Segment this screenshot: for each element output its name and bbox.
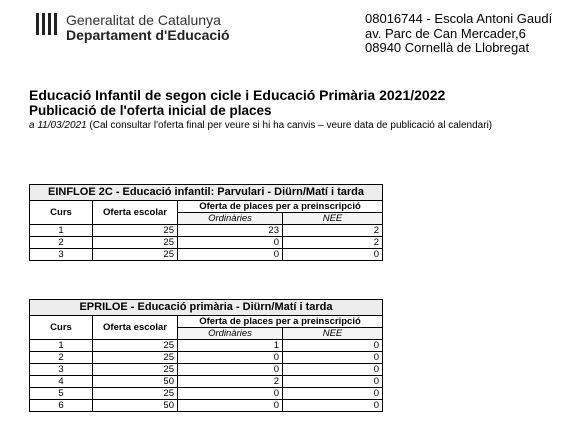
cell-nee: 0 [283,352,383,364]
cell-oferta: 25 [93,352,178,364]
col-header-nee: NEE [283,213,383,225]
cell-curs: 1 [30,340,93,352]
cell-oferta: 25 [93,225,178,237]
publication-note-text: (Cal consultar l'oferta final per veure si hi ha canvis – veure data de publicació al calendari) [86,120,493,131]
brand-line2: Departament d'Educació [66,27,230,43]
cell-oferta: 25 [93,249,178,261]
col-header-nee: NEE [283,328,383,340]
school-line1: 08016744 - Escola Antoni Gaudí [365,11,553,26]
table-row [30,249,383,261]
cell-nee: 0 [283,364,383,376]
col-header-preinscripcio: Oferta de places per a preinscripció [178,201,383,213]
table-row [30,388,383,400]
cell-ordinaries: 23 [178,225,283,237]
col-header-ordinaries: Ordinàries [178,328,283,340]
cell-nee: 2 [283,237,383,249]
publication-note [29,119,492,133]
cell-curs: 3 [30,364,93,376]
cell-oferta: 50 [93,376,178,388]
page-title-block [29,87,492,133]
cell-nee: 0 [283,340,383,352]
table-row [30,400,383,412]
col-header-curs: Curs [30,201,93,225]
table-row [30,376,383,388]
col-header-oferta: Oferta escolar [93,316,178,340]
cell-ordinaries: 2 [178,376,283,388]
cell-oferta: 25 [93,388,178,400]
cell-oferta: 25 [93,237,178,249]
table-caption: EINFLOE 2C - Educació infantil: Parvulari - Diürn/Matí i tarda [30,185,383,201]
cell-curs: 1 [30,225,93,237]
school-line3: 08940 Cornellà de Llobregat [365,40,530,55]
cell-nee: 0 [283,388,383,400]
col-header-preinscripcio: Oferta de places per a preinscripció [178,316,383,328]
cell-oferta: 50 [93,400,178,412]
cell-curs: 3 [30,249,93,261]
page-title: Educació Infantil de segon cicle i Educació Primària 2021/2022 [29,87,446,103]
cell-ordinaries: 0 [178,364,283,376]
table-epriloe [29,299,383,412]
table-row [30,340,383,352]
cell-ordinaries: 0 [178,352,283,364]
cell-ordinaries: 1 [178,340,283,352]
cell-curs: 2 [30,237,93,249]
table-row [30,364,383,376]
cell-curs: 6 [30,400,93,412]
four-bars-icon [33,12,59,36]
cell-oferta: 25 [93,340,178,352]
page-subtitle: Publicació de l'oferta inicial de places [29,103,272,118]
cell-curs: 5 [30,388,93,400]
table-row [30,352,383,364]
table-row [30,225,383,237]
table-einfloe [29,184,383,261]
cell-ordinaries: 0 [178,388,283,400]
brand-block [66,13,230,43]
cell-ordinaries: 0 [178,237,283,249]
cell-nee: 0 [283,376,383,388]
publication-date: a 11/03/2021 [29,120,87,131]
table-row [30,237,383,249]
cell-nee: 2 [283,225,383,237]
school-line2: av. Parc de Can Mercader,6 [365,25,526,41]
brand-line1: Generalitat de Catalunya [66,12,221,28]
cell-nee: 0 [283,249,383,261]
school-address [365,12,552,56]
cell-oferta: 25 [93,364,178,376]
table-caption: EPRILOE - Educació primària - Diürn/Matí i tarda [30,300,383,316]
cell-curs: 4 [30,376,93,388]
cell-curs: 2 [30,352,93,364]
cell-nee: 0 [283,400,383,412]
col-header-curs: Curs [30,316,93,340]
col-header-ordinaries: Ordinàries [178,213,283,225]
cell-ordinaries: 0 [178,400,283,412]
cell-ordinaries: 0 [178,249,283,261]
col-header-oferta: Oferta escolar [93,201,178,225]
